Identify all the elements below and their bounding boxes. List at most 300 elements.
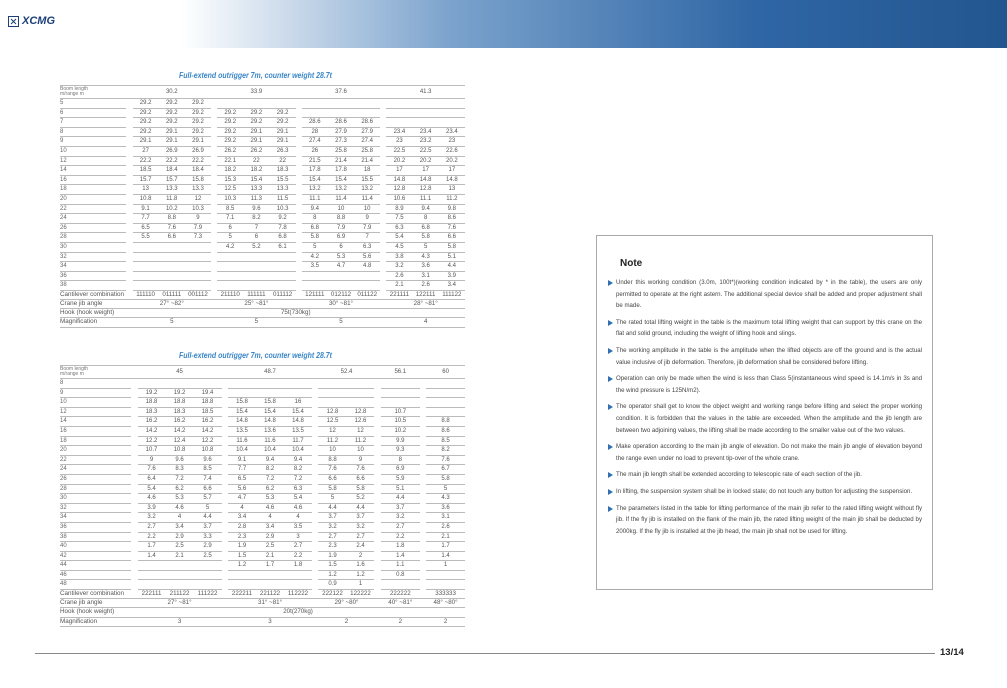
load-value-cell: 9.6 xyxy=(166,455,194,465)
load-value-cell: 2.8 xyxy=(228,522,256,532)
load-value-cell: 10 xyxy=(346,446,374,456)
load-value-cell xyxy=(166,580,194,590)
load-value-cell xyxy=(284,388,312,398)
cantilever-value: 121111 xyxy=(302,290,328,299)
load-value-cell: 2.1 xyxy=(166,551,194,561)
note-text: The operator shall get to know the object weight and working range before lifting and select the proper working condition. It is forbidden that the values in the table are exceeded. When the amplitude and the jib length are between two adjoining values, the lifting shall be made according to the smaller value out of the two values. xyxy=(616,403,922,434)
load-value-cell: 2.3 xyxy=(318,542,346,552)
cantilever-value: 222111 xyxy=(138,590,166,599)
load-value-cell: 6.8 xyxy=(269,233,295,243)
boom-length-header: 33.9 xyxy=(217,86,296,99)
load-value-cell: 7.1 xyxy=(217,214,243,224)
load-value-cell: 6.2 xyxy=(256,484,284,494)
load-value-cell xyxy=(138,561,166,571)
load-value-cell: 5 xyxy=(217,233,243,243)
range-cell: 18 xyxy=(60,185,126,195)
load-value-cell xyxy=(133,271,159,281)
load-value-cell xyxy=(194,580,222,590)
load-value-cell: 11.5 xyxy=(269,194,295,204)
load-value-cell xyxy=(133,262,159,272)
load-value-cell: 8.5 xyxy=(194,465,222,475)
load-value-cell: 22.2 xyxy=(133,156,159,166)
load-value-cell xyxy=(194,379,222,389)
range-cell: 16 xyxy=(60,175,126,185)
magnification-value: 2 xyxy=(381,617,420,626)
boom-length-header: 56.1 xyxy=(381,366,420,379)
load-value-cell: 4.4 xyxy=(381,494,420,504)
load-value-cell: 2.9 xyxy=(256,532,284,542)
cantilever-label: Cantilever combination xyxy=(60,290,126,299)
bullet-triangle-icon xyxy=(608,489,613,495)
load-value-cell: 8.5 xyxy=(217,204,243,214)
load-value-cell: 13.3 xyxy=(243,185,269,195)
bullet-triangle-icon xyxy=(608,320,613,326)
load-value-cell: 14.8 xyxy=(228,417,256,427)
load-value-cell: 8 xyxy=(381,455,420,465)
load-value-cell: 8.8 xyxy=(426,417,465,427)
table-row xyxy=(60,542,465,552)
range-cell: 34 xyxy=(60,262,126,272)
load-value-cell: 8.9 xyxy=(386,204,412,214)
load-value-cell xyxy=(284,570,312,580)
load-value-cell: 10.7 xyxy=(381,407,420,417)
jib-angle-label: Crane jib angle xyxy=(60,300,126,309)
load-value-cell: 12 xyxy=(346,426,374,436)
load-value-cell: 13.3 xyxy=(269,185,295,195)
load-value-cell xyxy=(318,388,346,398)
load-value-cell: 6.2 xyxy=(166,484,194,494)
magnification-label: Magnification xyxy=(60,617,131,626)
load-value-cell: 7.8 xyxy=(269,223,295,233)
table-row xyxy=(60,194,465,204)
load-value-cell xyxy=(185,281,211,291)
load-value-cell: 11.3 xyxy=(243,194,269,204)
load-value-cell: 13.2 xyxy=(302,185,328,195)
magnification-value: 3 xyxy=(138,617,222,626)
load-value-cell: 29.2 xyxy=(269,108,295,118)
load-value-cell: 1.4 xyxy=(381,551,420,561)
load-value-cell: 13 xyxy=(439,185,465,195)
load-value-cell: 3.1 xyxy=(426,513,465,523)
load-value-cell: 3.7 xyxy=(346,513,374,523)
load-value-cell: 1 xyxy=(346,580,374,590)
load-table-1 xyxy=(60,85,465,328)
load-value-cell: 5.3 xyxy=(328,252,354,262)
load-value-cell xyxy=(381,398,420,408)
load-value-cell: 18.5 xyxy=(133,166,159,176)
load-value-cell: 5.3 xyxy=(256,494,284,504)
load-value-cell: 26.2 xyxy=(217,146,243,156)
table-row xyxy=(60,281,465,291)
load-value-cell: 10 xyxy=(354,204,380,214)
cantilever-value: 333333 xyxy=(426,590,465,599)
load-value-cell: 10.3 xyxy=(269,204,295,214)
range-cell: 30 xyxy=(60,494,131,504)
note-box xyxy=(596,235,933,590)
load-value-cell: 0.9 xyxy=(318,580,346,590)
load-value-cell xyxy=(426,407,465,417)
load-value-cell: 29.2 xyxy=(133,99,159,109)
load-value-cell: 9.4 xyxy=(302,204,328,214)
cantilever-value: 111222 xyxy=(194,590,222,599)
table-row xyxy=(60,465,465,475)
table-row xyxy=(60,233,465,243)
load-value-cell: 11.2 xyxy=(346,436,374,446)
load-value-cell: 18.4 xyxy=(159,166,185,176)
load-value-cell: 4 xyxy=(284,513,312,523)
cantilever-row xyxy=(60,290,465,299)
load-value-cell: 5.7 xyxy=(194,494,222,504)
load-value-cell: 26.9 xyxy=(159,146,185,156)
load-value-cell: 2.2 xyxy=(284,551,312,561)
load-value-cell: 5.4 xyxy=(386,233,412,243)
range-cell: 44 xyxy=(60,561,131,571)
load-value-cell: 26 xyxy=(302,146,328,156)
load-value-cell: 17 xyxy=(413,166,439,176)
load-value-cell: 16.2 xyxy=(166,417,194,427)
note-item xyxy=(608,486,922,498)
load-value-cell: 5.8 xyxy=(413,233,439,243)
load-value-cell: 29.1 xyxy=(243,137,269,147)
load-value-cell: 4.2 xyxy=(302,252,328,262)
load-value-cell: 18.4 xyxy=(185,166,211,176)
load-value-cell: 29.2 xyxy=(159,118,185,128)
table-row xyxy=(60,551,465,561)
load-value-cell: 10.5 xyxy=(381,417,420,427)
magnification-value: 5 xyxy=(133,318,212,327)
load-value-cell: 29.2 xyxy=(185,127,211,137)
load-value-cell: 3.7 xyxy=(194,522,222,532)
brand-logo xyxy=(8,15,55,27)
load-value-cell: 12.8 xyxy=(413,185,439,195)
load-value-cell: 2 xyxy=(346,551,374,561)
range-cell: 8 xyxy=(60,127,126,137)
load-value-cell: 27.4 xyxy=(302,137,328,147)
table-header-row xyxy=(60,366,465,379)
load-value-cell: 11.2 xyxy=(318,436,346,446)
range-cell: 42 xyxy=(60,551,131,561)
load-value-cell xyxy=(228,388,256,398)
load-value-cell: 3.4 xyxy=(439,281,465,291)
load-value-cell: 1.2 xyxy=(346,570,374,580)
load-value-cell: 3.5 xyxy=(284,522,312,532)
load-value-cell: 9 xyxy=(354,214,380,224)
load-value-cell: 6.3 xyxy=(386,223,412,233)
load-value-cell: 28.6 xyxy=(354,118,380,128)
load-value-cell: 14.2 xyxy=(194,426,222,436)
table-row xyxy=(60,146,465,156)
load-value-cell: 29.2 xyxy=(217,137,243,147)
load-value-cell: 2.9 xyxy=(166,532,194,542)
load-value-cell xyxy=(318,398,346,408)
load-value-cell: 6.7 xyxy=(426,465,465,475)
load-value-cell: 10.6 xyxy=(386,194,412,204)
load-value-cell: 15.4 xyxy=(243,175,269,185)
load-value-cell: 28.6 xyxy=(302,118,328,128)
table-row xyxy=(60,204,465,214)
cantilever-value: 122222 xyxy=(346,590,374,599)
load-value-cell xyxy=(269,99,295,109)
load-value-cell: 29.1 xyxy=(269,127,295,137)
load-value-cell: 12 xyxy=(318,426,346,436)
load-value-cell: 8.8 xyxy=(318,455,346,465)
load-value-cell: 1.4 xyxy=(426,551,465,561)
load-value-cell xyxy=(256,379,284,389)
page-number: 13/14 xyxy=(940,647,964,658)
load-value-cell: 4 xyxy=(166,513,194,523)
boom-length-header: 52.4 xyxy=(318,366,374,379)
load-value-cell: 20.2 xyxy=(439,156,465,166)
load-value-cell: 8.8 xyxy=(159,214,185,224)
load-value-cell: 7.3 xyxy=(185,233,211,243)
load-value-cell: 2.7 xyxy=(318,532,346,542)
magnification-value: 2 xyxy=(318,617,374,626)
load-value-cell xyxy=(346,379,374,389)
load-value-cell: 27.3 xyxy=(328,137,354,147)
load-value-cell: 12.8 xyxy=(346,407,374,417)
load-value-cell: 1.6 xyxy=(346,561,374,571)
load-value-cell: 3.4 xyxy=(256,522,284,532)
load-value-cell: 1.4 xyxy=(138,551,166,561)
load-value-cell: 6 xyxy=(328,242,354,252)
table2-title: Full-extend outrigger 7m, counter weight 28.7t xyxy=(179,350,332,360)
cantilever-value: 111110 xyxy=(133,290,159,299)
load-value-cell: 18.3 xyxy=(269,166,295,176)
load-value-cell xyxy=(228,570,256,580)
load-value-cell: 7.6 xyxy=(138,465,166,475)
load-value-cell: 7.2 xyxy=(284,474,312,484)
note-item xyxy=(608,317,922,340)
load-value-cell: 2.9 xyxy=(194,542,222,552)
table-header-row xyxy=(60,86,465,99)
note-item xyxy=(608,469,922,481)
load-value-cell: 8.2 xyxy=(243,214,269,224)
table-row xyxy=(60,570,465,580)
load-value-cell: 15.5 xyxy=(354,175,380,185)
range-cell: 16 xyxy=(60,426,131,436)
load-value-cell: 22.6 xyxy=(439,146,465,156)
footer-rule xyxy=(35,653,935,654)
cantilever-value: 111122 xyxy=(439,290,465,299)
load-value-cell: 29.2 xyxy=(159,99,185,109)
note-item xyxy=(608,401,922,436)
load-value-cell: 15.3 xyxy=(217,175,243,185)
load-value-cell: 2.6 xyxy=(386,271,412,281)
load-value-cell: 2.1 xyxy=(256,551,284,561)
note-item xyxy=(608,441,922,464)
load-value-cell: 7.4 xyxy=(194,474,222,484)
load-value-cell xyxy=(439,99,465,109)
load-value-cell xyxy=(381,580,420,590)
magnification-row xyxy=(60,617,465,626)
load-value-cell xyxy=(256,570,284,580)
load-value-cell: 5.2 xyxy=(243,242,269,252)
jib-angle-value: 30° ~81° xyxy=(302,300,381,309)
load-value-cell xyxy=(138,580,166,590)
load-value-cell: 3.5 xyxy=(302,262,328,272)
table-row xyxy=(60,407,465,417)
load-value-cell: 7.6 xyxy=(439,223,465,233)
load-value-cell: 6.3 xyxy=(354,242,380,252)
load-value-cell: 29.1 xyxy=(133,137,159,147)
load-value-cell: 5 xyxy=(302,242,328,252)
range-cell: 26 xyxy=(60,474,131,484)
load-value-cell: 6.9 xyxy=(381,465,420,475)
load-value-cell: 7.2 xyxy=(256,474,284,484)
load-value-cell: 17 xyxy=(386,166,412,176)
load-value-cell xyxy=(159,281,185,291)
load-value-cell: 4.4 xyxy=(439,262,465,272)
load-value-cell xyxy=(328,281,354,291)
load-value-cell: 3.9 xyxy=(439,271,465,281)
load-value-cell: 9 xyxy=(346,455,374,465)
load-value-cell: 9.1 xyxy=(228,455,256,465)
range-cell: 24 xyxy=(60,465,131,475)
bullet-triangle-icon xyxy=(608,404,613,410)
load-value-cell: 10.8 xyxy=(133,194,159,204)
load-value-cell: 12.2 xyxy=(138,436,166,446)
load-value-cell: 1.1 xyxy=(381,561,420,571)
load-value-cell xyxy=(269,252,295,262)
load-value-cell: 1.9 xyxy=(318,551,346,561)
note-title: Note xyxy=(620,258,643,269)
load-value-cell: 4.7 xyxy=(328,262,354,272)
load-value-cell: 6.6 xyxy=(194,484,222,494)
load-value-cell: 7.5 xyxy=(386,214,412,224)
load-value-cell: 29.2 xyxy=(133,127,159,137)
load-value-cell: 6.6 xyxy=(159,233,185,243)
load-value-cell: 10.2 xyxy=(381,426,420,436)
table-row xyxy=(60,175,465,185)
table-row xyxy=(60,262,465,272)
load-value-cell xyxy=(269,271,295,281)
table-row xyxy=(60,561,465,571)
load-value-cell: 8.8 xyxy=(328,214,354,224)
load-value-cell xyxy=(302,99,328,109)
table-row xyxy=(60,513,465,523)
table-row xyxy=(60,455,465,465)
range-cell: 5 xyxy=(60,99,126,109)
table-row xyxy=(60,484,465,494)
load-value-cell: 13.2 xyxy=(328,185,354,195)
cantilever-value: 222211 xyxy=(228,590,256,599)
load-value-cell: 12.8 xyxy=(318,407,346,417)
load-value-cell: 13.6 xyxy=(256,426,284,436)
load-value-cell: 2.6 xyxy=(426,522,465,532)
load-value-cell: 16.2 xyxy=(194,417,222,427)
load-value-cell: 15.8 xyxy=(185,175,211,185)
range-cell: 14 xyxy=(60,166,126,176)
load-value-cell: 10.4 xyxy=(284,446,312,456)
note-text: The parameters listed in the table for lifting performance of the main jib refer to the rated lifting weight without fly jib. If the fly jib is installed on the flank of the main jib, the rated lifting weight of the main jib shall be deducted by 2000kg. If the fly jib is installed at the jib head, the main jib shall not be used for lifting. xyxy=(616,504,922,535)
cantilever-value: 012112 xyxy=(328,290,354,299)
load-value-cell: 9.9 xyxy=(381,436,420,446)
range-cell: 40 xyxy=(60,542,131,552)
load-value-cell xyxy=(386,108,412,118)
load-value-cell: 1.5 xyxy=(228,551,256,561)
load-value-cell: 5 xyxy=(413,242,439,252)
load-value-cell: 22.5 xyxy=(413,146,439,156)
load-value-cell: 4.4 xyxy=(346,503,374,513)
table-row xyxy=(60,185,465,195)
load-value-cell xyxy=(426,379,465,389)
load-value-cell: 12.5 xyxy=(318,417,346,427)
load-value-cell: 29.1 xyxy=(159,127,185,137)
load-value-cell: 26.9 xyxy=(185,146,211,156)
range-cell: 46 xyxy=(60,570,131,580)
load-value-cell: 17.8 xyxy=(302,166,328,176)
range-cell: 20 xyxy=(60,194,126,204)
magnification-row xyxy=(60,318,465,327)
load-value-cell: 14.8 xyxy=(386,175,412,185)
load-value-cell: 6.8 xyxy=(413,223,439,233)
note-text: The main jib length shall be extended according to telescopic rate of each section of the jib. xyxy=(616,471,862,479)
cantilever-value: 111111 xyxy=(243,290,269,299)
load-value-cell xyxy=(302,271,328,281)
load-value-cell: 5.2 xyxy=(346,494,374,504)
load-value-cell: 27.4 xyxy=(354,137,380,147)
boom-length-header: 60 xyxy=(426,366,465,379)
load-value-cell: 26.3 xyxy=(269,146,295,156)
note-text: The working amplitude in the table is the amplitude when the lifted objects are off the ground and is the actual value inclusive of jib deformation. Therefore, jib deformation shall be considered before lifting. xyxy=(616,346,922,366)
load-value-cell xyxy=(228,379,256,389)
load-value-cell: 6.6 xyxy=(439,233,465,243)
load-value-cell: 29.2 xyxy=(243,118,269,128)
load-value-cell: 14.8 xyxy=(439,175,465,185)
magnification-label: Magnification xyxy=(60,318,126,327)
range-cell: 9 xyxy=(60,388,131,398)
load-value-cell: 10.8 xyxy=(194,446,222,456)
load-value-cell: 5.5 xyxy=(133,233,159,243)
cantilever-value: 112222 xyxy=(284,590,312,599)
page-header-band xyxy=(0,0,1007,48)
table-row xyxy=(60,388,465,398)
cantilever-value: 001112 xyxy=(185,290,211,299)
load-value-cell: 4.6 xyxy=(256,503,284,513)
load-value-cell xyxy=(133,281,159,291)
table-row xyxy=(60,474,465,484)
note-text: Under this working condition (3.0m, 100t*)(working condition indicated by * in the table), the users are only permitted to operate at the right astern. The additional special device shall be added and proper adjustment shall be made. xyxy=(616,279,922,310)
load-value-cell: 5.8 xyxy=(426,474,465,484)
table-row xyxy=(60,137,465,147)
range-cell: 28 xyxy=(60,484,131,494)
table-row xyxy=(60,398,465,408)
load-value-cell: 3.3 xyxy=(194,532,222,542)
load-value-cell: 3.2 xyxy=(346,522,374,532)
jib-angle-row xyxy=(60,300,465,309)
load-value-cell: 8.5 xyxy=(426,436,465,446)
cantilever-row xyxy=(60,590,465,599)
load-value-cell: 12.5 xyxy=(217,185,243,195)
load-value-cell: 20.2 xyxy=(413,156,439,166)
range-cell: 24 xyxy=(60,214,126,224)
cantilever-value: 011122 xyxy=(354,290,380,299)
load-value-cell: 18.8 xyxy=(138,398,166,408)
range-cell: 38 xyxy=(60,532,131,542)
load-value-cell: 22.1 xyxy=(217,156,243,166)
hook-label: Hook (hook weight) xyxy=(60,608,131,617)
range-cell: 22 xyxy=(60,455,131,465)
cantilever-value: 211122 xyxy=(166,590,194,599)
load-value-cell: 14.8 xyxy=(284,417,312,427)
load-value-cell: 4 xyxy=(256,513,284,523)
jib-angle-value: 27° ~82° xyxy=(133,300,212,309)
range-cell: 12 xyxy=(60,156,126,166)
header-label-boom: Boom length xyxy=(60,365,89,372)
range-cell: 36 xyxy=(60,522,131,532)
load-value-cell: 23 xyxy=(386,137,412,147)
logo-text: XCMG xyxy=(22,15,55,27)
